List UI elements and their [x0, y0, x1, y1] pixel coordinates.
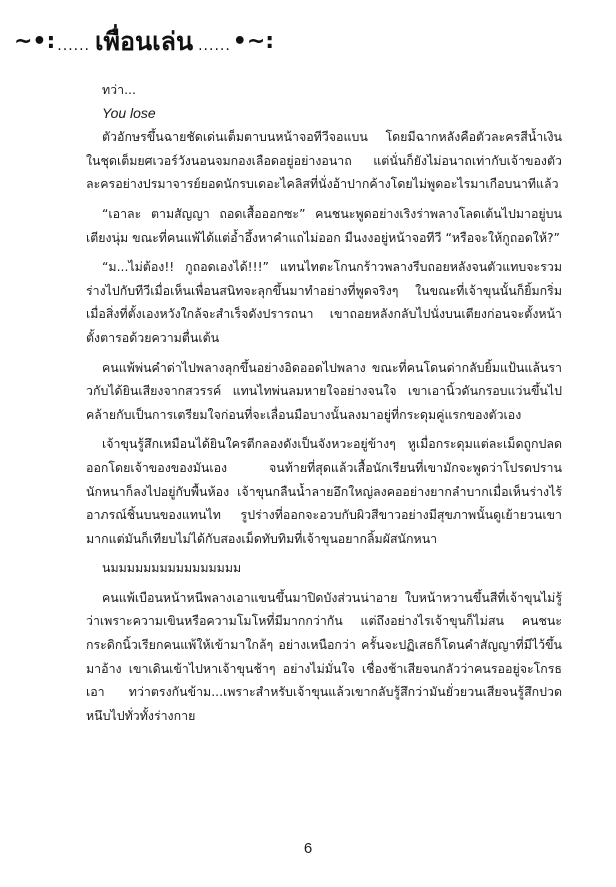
paragraph-1: ทว่า... [102, 82, 136, 97]
paragraph-5: “ม...ไม่ต้อง!! กูถอดเองได้!!!” แทนไทตะโกนกร้าวพลางรีบถอยหลังจนตัวแทบจะรวมร่างไปกับทีวีเมื่อเห็นเพื่อนสนิทจะลุกขึ้นมาทำอย่างที่พูดจริงๆ ในขณะที่เจ้าขุนนั้นก็ยิ้มกริ่มเมื่อสิ่งที่ตั้งเองหวังใกล้จะสำเร็จดังปรารถนา เขาถอยหลังกลับไปนั่งบนเตียงก่อนจะตั้งหน้าตั้งตารอด้วยความตื่นเต้น [86, 259, 562, 345]
paragraph-9: คนแพ้เบือนหน้าหนีพลางเอาแขนขึ้นมาปิดบังส่วนน่าอาย ใบหน้าหวานขึ้นสีที่เจ้าขุนไม่รู้ว่าเพราะความเขินหรือความโมโหที่มีมากกว่ากัน แต่ถึงอย่างไรเจ้าขุนก็ไม่สน คนชนะกระดิกนิ้วเรียกคนแพ้ให้เข้ามาใกล้ๆ อย่างเหนือกว่า ครั้นจะปฏิเสธก็โดนคำสัญญาที่มีไว้ขึ้นมาอ้าง เขาเดินเข้าไปหาเจ้าขุนช้าๆ อย่างไม่มั่นใจ เชื่องช้าเสียจนกลัวว่าคนรออยู่จะโกรธเอา ทว่าตรงกันข้าม...เพราะสำหรับเจ้าขุนแล้วเขากลับรู้สึกว่ามันยั่วยวนเสียจนรู้สึกปวดหนึบไปทั่วทั้งร่างกาย [86, 589, 562, 723]
right-ornament-icon: •~: [232, 29, 275, 54]
right-dots: ...... [198, 38, 231, 54]
paragraph-3: ตัวอักษรขึ้นฉายชัดเด่นเต็มตาบนหน้าจอทีวีจอแบน โดยมีฉากหลังคือตัวละครสีน้ำเงินในชุดเต็มยศเวอร์วังนอนจมกองเลือดอยู่อย่างอนาถ แต่นั่นก็ยังไม่อนาถเท่ากับเจ้าของตัวละครอย่างปรมาจารย์ยอดนักรบเดอะไคลิสที่นั่งอ้าปากค้างโดยไม่พูดอะไรมาเกือบนาทีแล้ว [86, 129, 562, 192]
paragraph-4: “เอาละ ตามสัญญา ถอดเสื้อออกซะ” คนชนะพูดอย่างเริงร่าพลางโลดเต้นไปมาอยู่บนเตียงนุ่ม ขณะที่คนแพ้ได้แต่อ้ำอึ้งหาคำแถไม่ออก มืนงงอยู่หน้าจอทีวี “หรือจะให้กูถอดให้?” [86, 205, 562, 245]
page-number: 6 [303, 840, 313, 857]
paragraph-2: You lose [102, 104, 156, 121]
paragraph-7: เจ้าขุนรู้สึกเหมือนได้ยินใครตีกลองดังเป็นจังหวะอยู่ข้างๆ หูเมื่อกระดุมแต่ละเม็ดถูกปลดออกโดยเจ้าของของมันเอง จนท้ายที่สุดแล้วเสื้อนักเรียนที่เขามักจะพูดว่าโปรดปรานนักหนาก็ลงไปอยู่กับพื้นห้อง เจ้าขุนกลืนน้ำลายอึกใหญ่ลงคออย่างยากลำบากเมื่อเห็นร่างไร้อาภรณ์ชิ้นบนของแทนไท รูปร่างที่ออกจะอวบกับผิวสีขาวอย่างมีสุขภาพนั้นดูเย้ายวนเขามากแต่มันก็เทียบไม่ได้กับสองเม็ดทับทิมที่เจ้าขุนอยากลิ้มผัสนักหนา [86, 436, 562, 546]
body-text [86, 78, 562, 727]
left-dots: ...... [57, 38, 90, 54]
paragraph-6: คนแพ้พ่นคำด่าไปพลางลุกขึ้นอย่างอิดออดไปพลาง ขณะที่คนโดนด่ากลับยิ้มแป้นแล้นราวกับได้ยินเสียงจากสวรรค์ แทนไทพ่นลมหายใจอย่างจนใจ เขาเอานิ้วดันกรอบแว่นขึ้นไปคล้ายกับเป็นการเตรียมใจก่อนที่จะเลื่อนมือบางนั้นลงมาอยู่ที่กระดุมคู่แรกของตัวเอง [86, 359, 562, 422]
chapter-header [14, 22, 274, 62]
left-ornament-icon: ~•: [14, 29, 56, 54]
chapter-title: เพื่อนเล่น [95, 27, 194, 56]
paragraph-8: นมมมมมมมมมมมมมมมม [102, 560, 242, 576]
